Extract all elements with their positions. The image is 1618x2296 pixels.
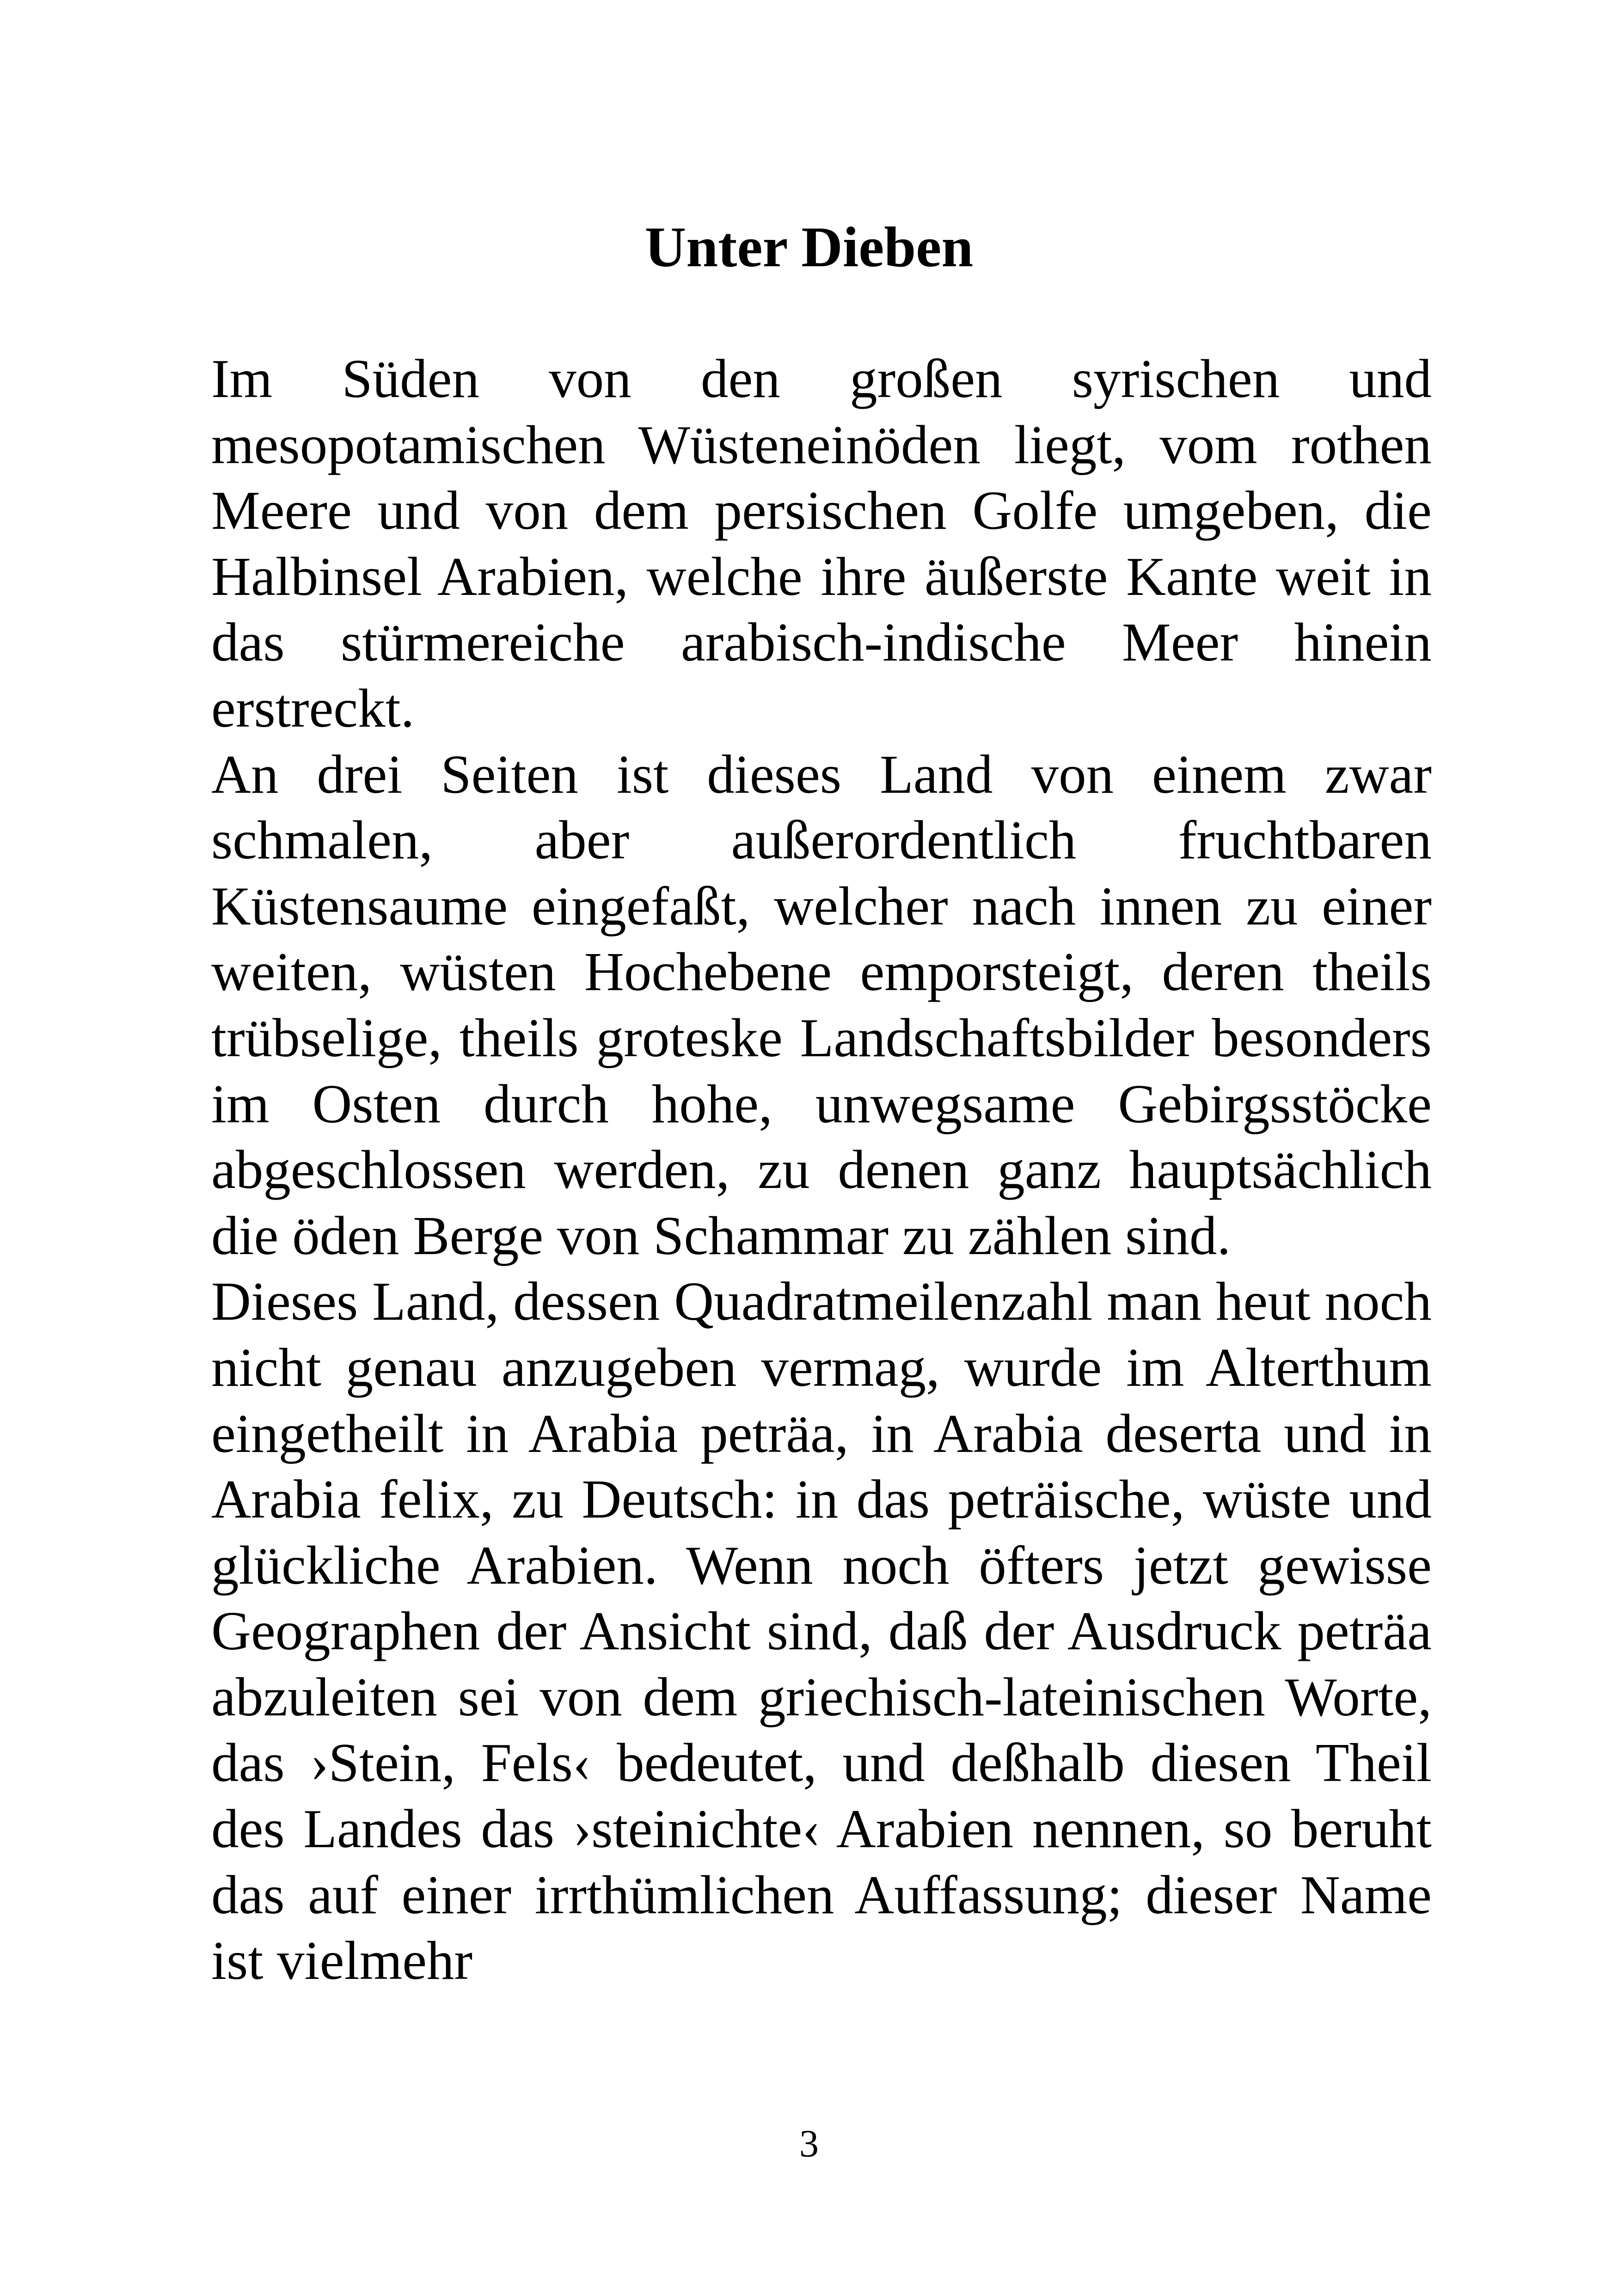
paragraph-3: Dieses Land, dessen Quadratmeilenzahl man heut noch nicht genau anzugeben vermag, wurde im Alterthum eingetheilt in Arabia peträa, in Arabia deserta und in Arabia felix, zu Deutsch: in das peträische, wüste und glückliche Arabien. Wenn noch öfters jetzt gewisse Geographen der Ansicht sind, daß der Ausdruck peträa abzuleiten sei von dem griechisch-lateinischen Worte, das ›Stein, Fels‹ bedeutet, und deßhalb diesen Theil des Landes das ›steinichte‹ Arabien nennen, so beruht das auf einer irrthümlichen Auffassung; dieser Name ist vielmehr — [211, 1271, 1432, 1991]
chapter-title: Unter Dieben — [644, 215, 974, 279]
page-number: 3 — [799, 2122, 819, 2165]
paragraph-1: Im Süden von den großen syrischen und mesopotamischen Wüsteneinöden liegt, vom rothen Meere und von dem persischen Golfe umgeben, die Halbinsel Arabien, welche ihre äußerste Kante weit in das stürmereiche arabisch-indische Meer hinein erstreckt. — [211, 348, 1432, 739]
body-text — [211, 346, 1432, 1994]
paragraph-2: An drei Seiten ist dieses Land von einem zwar schmalen, aber außerordentlich fruchtbaren Küstensaume eingefaßt, welcher nach innen zu einer weiten, wüsten Hochebene emporsteigt, deren theils trübselige, theils groteske Landschaftsbilder besonders im Osten durch hohe, unwegsame Gebirgsstöcke abgeschlossen werden, zu denen ganz hauptsächlich die öden Berge von Schammar zu zählen sind. — [211, 743, 1432, 1266]
